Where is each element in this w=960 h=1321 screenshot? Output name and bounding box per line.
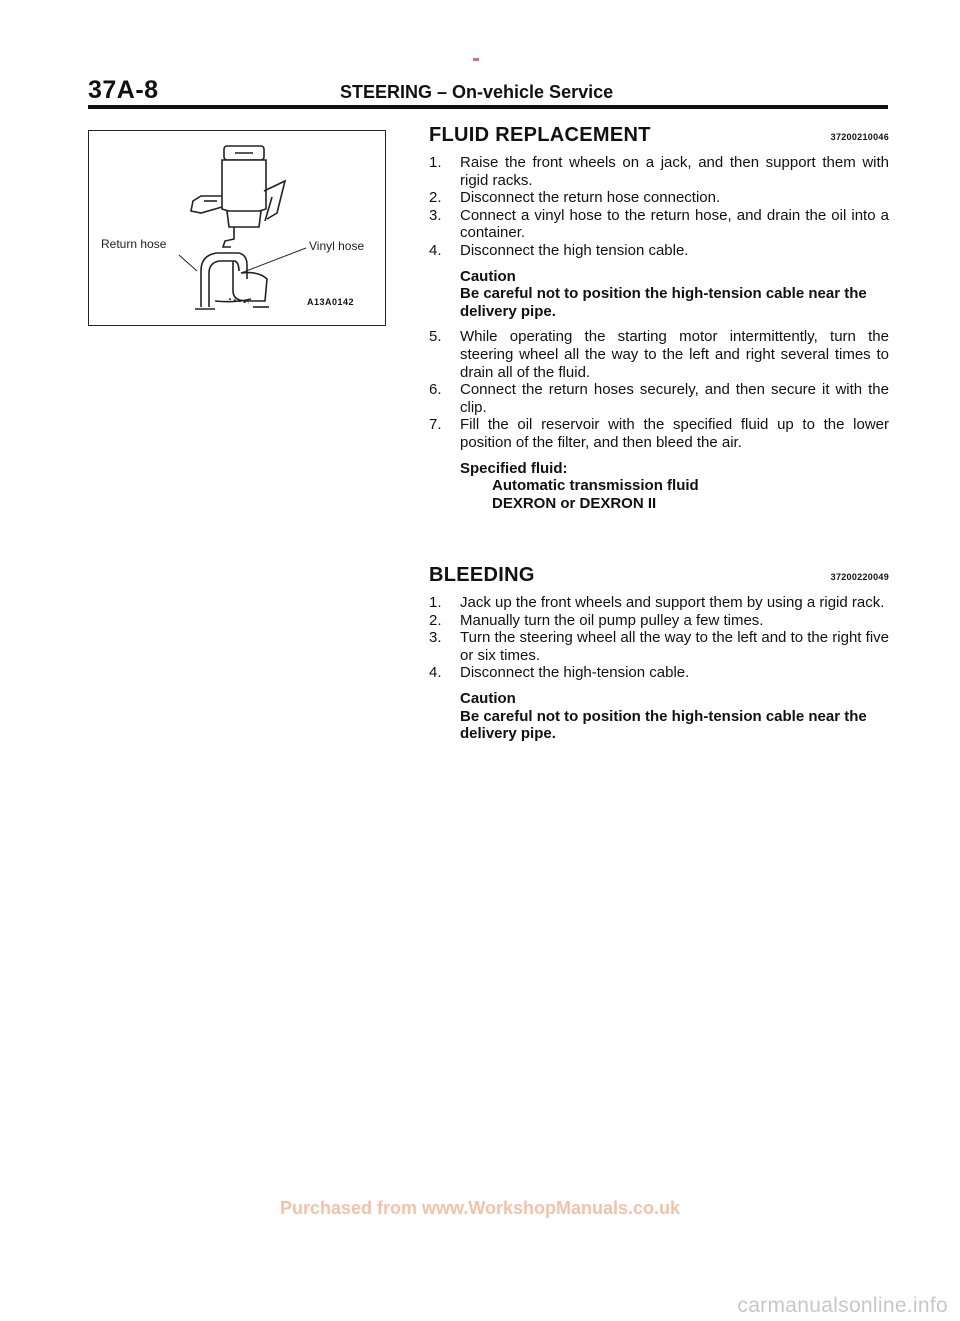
list-item <box>429 381 889 416</box>
caution-text: Be careful not to position the high-tension cable near the delivery pipe. <box>460 285 867 320</box>
list-item <box>429 664 889 682</box>
caution-title: Caution <box>460 267 516 285</box>
spec-line-1: Automatic transmission fluid <box>492 477 699 495</box>
bleeding-heading <box>429 564 889 590</box>
list-item <box>429 594 889 612</box>
figure-code: A13A0142 <box>307 297 355 307</box>
spec-title: Specified fluid: <box>460 459 568 477</box>
decorative-dash <box>473 58 479 61</box>
step-number: 4. <box>429 241 442 259</box>
spec-line-2: DEXRON or DEXRON II <box>492 494 657 512</box>
page-header-title: STEERING – On-vehicle Service <box>340 82 614 102</box>
purchased-footer: Purchased from www.WorkshopManuals.co.uk <box>279 1198 681 1218</box>
list-item <box>429 416 889 451</box>
reservoir-hose-figure <box>88 130 386 326</box>
step-text: Turn the steering wheel all the way to the left and to the right five or six times. <box>460 629 889 664</box>
return-hose-label: Return hose <box>101 237 167 251</box>
bleeding-steps <box>429 594 889 682</box>
step-number: 7. <box>429 416 442 434</box>
step-text: Disconnect the return hose connection. <box>460 189 721 207</box>
list-item <box>429 242 889 260</box>
step-number: 3. <box>429 629 442 647</box>
step-text: Fill the oil reservoir with the specified fluid up to the lower position of the filter, and then bleed the air. <box>460 416 889 451</box>
step-number: 6. <box>429 381 442 399</box>
bleeding-section <box>429 564 889 751</box>
step-number: 2. <box>429 189 442 207</box>
reservoir-illustration <box>89 131 385 325</box>
list-item <box>429 629 889 664</box>
caution-title: Caution <box>460 689 516 707</box>
bleeding-title: BLEEDING <box>429 564 535 586</box>
list-item <box>429 612 889 630</box>
header-divider <box>88 105 888 109</box>
list-item <box>429 328 889 381</box>
step-number: 4. <box>429 664 442 682</box>
fluid-replacement-heading <box>429 124 889 150</box>
step-number: 3. <box>429 206 442 224</box>
fluid-replacement-steps-b <box>429 328 889 451</box>
fluid-replacement-steps-a <box>429 154 889 260</box>
bleeding-caution <box>460 690 889 743</box>
fluid-replacement-code: 37200210046 <box>830 132 889 142</box>
site-watermark: carmanualsonline.info <box>737 1294 948 1317</box>
step-text: Raise the front wheels on a jack, and then support them with rigid racks. <box>460 154 889 189</box>
step-number: 1. <box>429 594 442 611</box>
step-number: 5. <box>429 328 442 346</box>
list-item <box>429 154 889 189</box>
step-text: Disconnect the high tension cable. <box>460 241 689 259</box>
fluid-replacement-caution <box>460 268 889 321</box>
page-number: 37A-8 <box>88 76 159 104</box>
step-text: Manually turn the oil pump pulley a few times. <box>460 611 764 629</box>
step-text: While operating the starting motor intermittently, turn the steering wheel all the way to the left and right several times to drain all of the fluid. <box>460 328 889 381</box>
bleeding-code: 37200220049 <box>830 572 889 582</box>
fluid-replacement-title: FLUID REPLACEMENT <box>429 124 651 146</box>
step-number: 1. <box>429 154 442 171</box>
step-text: Connect a vinyl hose to the return hose, and drain the oil into a container. <box>460 206 889 242</box>
step-text: Connect the return hoses securely, and then secure it with the clip. <box>460 381 889 416</box>
fluid-replacement-section <box>429 124 889 512</box>
step-text: Jack up the front wheels and support them by using a rigid rack. <box>460 594 885 611</box>
step-number: 2. <box>429 611 442 629</box>
list-item <box>429 189 889 207</box>
caution-text: Be careful not to position the high-tension cable near the delivery pipe. <box>460 707 867 743</box>
list-item <box>429 207 889 242</box>
step-text: Disconnect the high-tension cable. <box>460 664 690 682</box>
vinyl-hose-label: Vinyl hose <box>309 239 365 253</box>
specified-fluid <box>460 460 889 513</box>
